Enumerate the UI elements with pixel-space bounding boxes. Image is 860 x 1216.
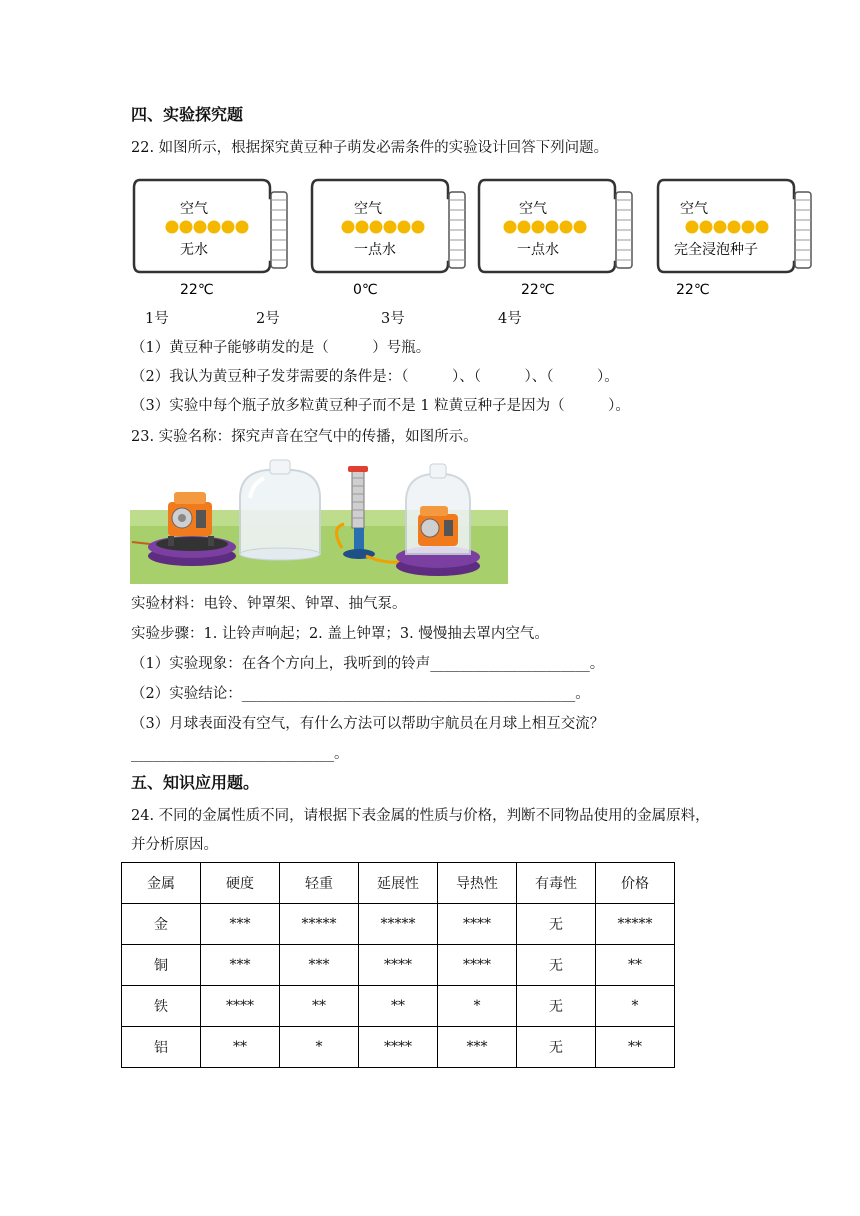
table-cell: * bbox=[438, 986, 517, 1027]
table-header-row bbox=[122, 863, 675, 904]
q23-sub3: （3）月球表面没有空气，有什么方法可以帮助宇航员在月球上相互交流？ bbox=[131, 716, 605, 732]
table-cell: **** bbox=[438, 945, 517, 986]
section-title-5: 五、知识应用题。 bbox=[131, 773, 260, 792]
table-cell: ** bbox=[596, 1027, 675, 1068]
jar-4-temp: 22℃ bbox=[676, 282, 710, 298]
table-cell: **** bbox=[359, 945, 438, 986]
q23-sub1: （1）实验现象：在各个方向上，我听到的铃声______________________。 bbox=[131, 656, 605, 672]
jar-1-bottom: 无水 bbox=[180, 242, 208, 258]
table-cell: ** bbox=[359, 986, 438, 1027]
section-title-4: 四、实验探究题 bbox=[131, 105, 244, 124]
jar-2-top: 空气 bbox=[354, 201, 382, 217]
jar-4-bottom: 完全浸泡种子 bbox=[674, 242, 758, 258]
table-cell: * bbox=[280, 1027, 359, 1068]
q22-stem: 22. 如图所示，根据探究黄豆种子萌发必需条件的实验设计回答下列问题。 bbox=[131, 140, 609, 156]
jar-2 bbox=[312, 180, 465, 298]
electric-bell-in-jar bbox=[396, 464, 480, 576]
table-cell: *** bbox=[438, 1027, 517, 1068]
table-cell: *** bbox=[280, 945, 359, 986]
glass-bell-jar bbox=[240, 460, 320, 560]
table-cell: 铁 bbox=[122, 986, 201, 1027]
q22-sub3: （3）实验中每个瓶子放多粒黄豆种子而不是 1 粒黄豆种子是因为（ ）。 bbox=[131, 398, 630, 414]
jar-3 bbox=[479, 180, 632, 298]
q23-steps: 实验步骤：1. 让铃声响起；2. 盖上钟罩；3. 慢慢抽去罩内空气。 bbox=[131, 626, 549, 642]
table-cell: 无 bbox=[517, 986, 596, 1027]
jar-1-top: 空气 bbox=[180, 201, 208, 217]
jar-1-temp: 22℃ bbox=[180, 282, 214, 298]
q23-sub3-blank: ____________________________。 bbox=[131, 746, 349, 762]
q23-sub2: （2）实验结论：______________________________________________。 bbox=[131, 686, 590, 702]
metal-properties-table bbox=[121, 862, 675, 1068]
table-cell: *** bbox=[201, 945, 280, 986]
table-cell: ***** bbox=[359, 904, 438, 945]
table-cell: *** bbox=[201, 904, 280, 945]
table-header-cell: 轻重 bbox=[280, 863, 359, 904]
q23-materials: 实验材料：电铃、钟罩架、钟罩、抽气泵。 bbox=[131, 596, 407, 612]
table-header-cell: 延展性 bbox=[359, 863, 438, 904]
q22-sub2: （2）我认为黄豆种子发芽需要的条件是：（ ）、（ ）、（ ）。 bbox=[131, 369, 619, 385]
jar-4 bbox=[658, 180, 811, 298]
jar-1 bbox=[134, 180, 287, 298]
jar-label-2: 2号 bbox=[256, 311, 280, 327]
seed-jars-figure bbox=[130, 172, 820, 302]
table-cell: **** bbox=[438, 904, 517, 945]
q24-stem-line2: 并分析原因。 bbox=[131, 837, 218, 853]
table-row bbox=[122, 1027, 675, 1068]
table-row bbox=[122, 986, 675, 1027]
jar-label-3: 3号 bbox=[381, 311, 405, 327]
jar-2-temp: 0℃ bbox=[353, 282, 378, 298]
table-header-cell: 硬度 bbox=[201, 863, 280, 904]
table-cell: **** bbox=[201, 986, 280, 1027]
table-cell: ***** bbox=[280, 904, 359, 945]
table-cell: ** bbox=[201, 1027, 280, 1068]
table-cell: * bbox=[596, 986, 675, 1027]
table-cell: **** bbox=[359, 1027, 438, 1068]
table-header-cell: 有毒性 bbox=[517, 863, 596, 904]
table-cell: 铝 bbox=[122, 1027, 201, 1068]
jar-label-1: 1号 bbox=[145, 311, 169, 327]
table-cell: 金 bbox=[122, 904, 201, 945]
table-cell: ** bbox=[596, 945, 675, 986]
jar-3-top: 空气 bbox=[519, 201, 547, 217]
table-header-cell: 导热性 bbox=[438, 863, 517, 904]
table-header-cell: 价格 bbox=[596, 863, 675, 904]
table-row bbox=[122, 945, 675, 986]
jar-4-top: 空气 bbox=[680, 201, 708, 217]
jar-2-bottom: 一点水 bbox=[354, 242, 396, 258]
table-cell: 无 bbox=[517, 904, 596, 945]
table-cell: ** bbox=[280, 986, 359, 1027]
table-header-cell: 金属 bbox=[122, 863, 201, 904]
q23-stem: 23. 实验名称：探究声音在空气中的传播，如图所示。 bbox=[131, 429, 478, 445]
q22-sub1: （1）黄豆种子能够萌发的是（ ）号瓶。 bbox=[131, 340, 431, 356]
table-cell: ***** bbox=[596, 904, 675, 945]
jar-3-bottom: 一点水 bbox=[517, 242, 559, 258]
table-cell: 无 bbox=[517, 1027, 596, 1068]
q24-stem-line1: 24. 不同的金属性质不同，请根据下表金属的性质与价格，判断不同物品使用的金属原料， bbox=[131, 808, 710, 824]
table-cell: 无 bbox=[517, 945, 596, 986]
table-row bbox=[122, 904, 675, 945]
jar-label-4: 4号 bbox=[498, 311, 522, 327]
bell-jar-figure bbox=[130, 458, 510, 586]
jar-3-temp: 22℃ bbox=[521, 282, 555, 298]
table-cell: 铜 bbox=[122, 945, 201, 986]
